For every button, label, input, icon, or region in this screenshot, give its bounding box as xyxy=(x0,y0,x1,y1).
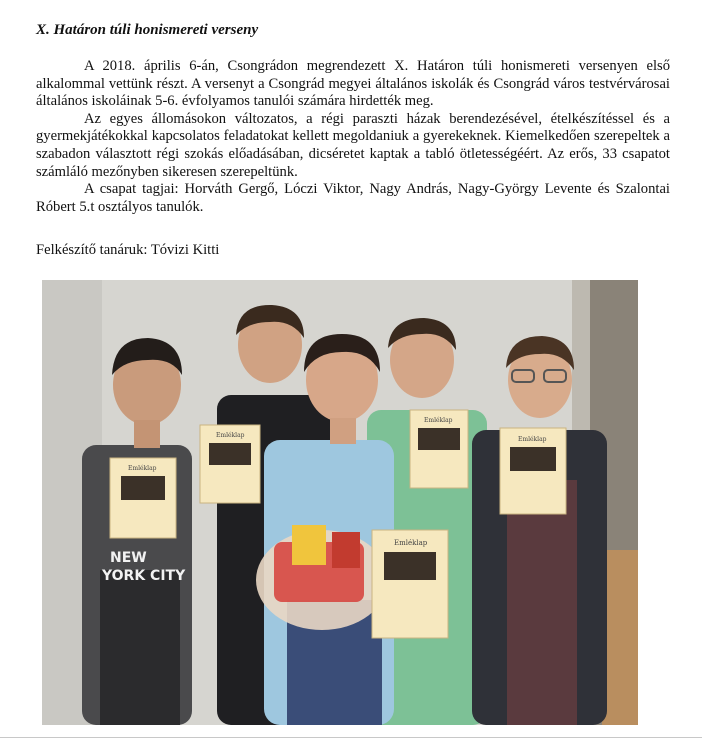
page-divider xyxy=(0,737,702,738)
page-title: X. Határon túli honismereti verseny xyxy=(36,22,259,38)
certificate-heading: Emléklap xyxy=(394,539,428,547)
certificate-heading: Emléklap xyxy=(128,465,157,472)
certificate-heading: Emléklap xyxy=(518,436,547,443)
shirt-text: NEW xyxy=(110,550,147,566)
teacher-line: Felkészítő tanáruk: Tóvizi Kitti xyxy=(36,242,220,258)
paragraph-2: Az egyes állomásokon változatos, a régi paraszti házak berendezésével, ételkészítéssel és a gyermekjátékokkal kapcsolatos feladatokat kellett megoldaniuk a gyerekeknek. Kiemelkedően szerepeltek a szabadon választott régi szokás előadásában, dicséretet kaptak a tabló ötletességéért. Az erős, 33 csapatot számláló mezőnyben sikeresen szerepeltünk. xyxy=(36,110,670,180)
team-photo xyxy=(42,280,638,725)
certificate xyxy=(500,428,566,514)
article-body xyxy=(36,58,670,216)
certificate xyxy=(110,458,176,538)
shirt-text: YORK CITY xyxy=(102,568,186,584)
paragraph-3: A csapat tagjai: Horváth Gergő, Lóczi Viktor, Nagy András, Nagy-György Levente és Szalontai Róbert 5.t osztályos tanulók. xyxy=(36,181,670,215)
certificate-heading: Emléklap xyxy=(216,432,245,439)
certificate xyxy=(200,425,260,503)
certificate xyxy=(410,410,468,488)
paragraph-1: A 2018. április 6-án, Csongrádon megrendezett X. Határon túli honismereti versenyen első alkalommal vettünk részt. A versenyt a Csongrád megyei általános iskolák és Csongrád város testvérvárosai általános iskoláinak 5-6. évfolyamos tanulói számára hirdették meg. xyxy=(36,58,670,110)
certificate xyxy=(372,530,448,638)
certificate-heading: Emléklap xyxy=(424,417,453,424)
